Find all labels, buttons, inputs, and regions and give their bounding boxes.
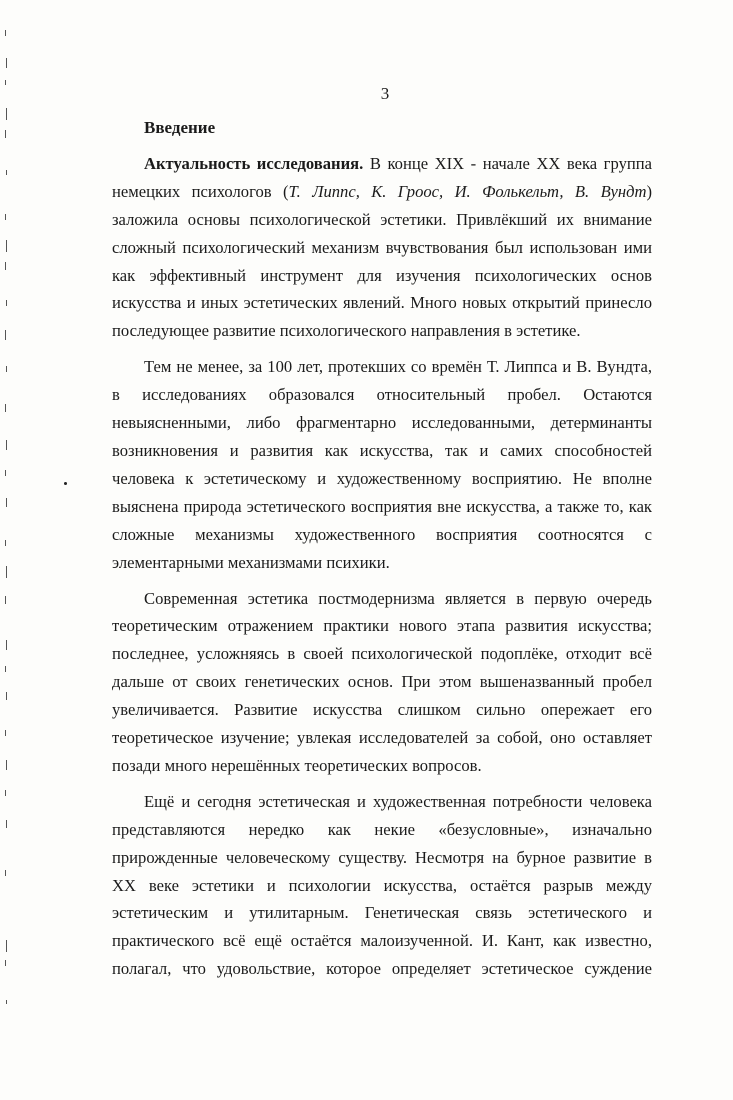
- paragraph-relevance: [112, 150, 652, 345]
- page-number: 3: [380, 84, 390, 103]
- scan-speck: [64, 482, 67, 485]
- cited-authors: Т. Липпс, К. Гроос, И. Фолькельт, В. Вундт: [288, 181, 647, 201]
- section-heading: Введение: [144, 118, 216, 137]
- paragraph-gap: Тем не менее, за 100 лет, протекших со времён Т. Липпса и В. Вундта, в исследованиях образовался относительный пробел. Остаются невыясненными, либо фрагментарно исследованными, детерминанты возникновения и развития как искусства, так и самих способностей человека к эстетическому и художественному восприятию. Не вполне выяснена природа эстетического восприятия вне искусства, а также то, как сложные механизмы художественного восприятия соотносятся с элементарными механизмами психики.: [112, 357, 652, 572]
- paragraph-text: ) заложила основы психологической эстетики. Привлёкший их внимание сложный психологический механизм вчувствования был использован ими как эффективный инструмент для изучения психологических основ искусства и иных эстетических явлений. Много новых открытий принесло последующее развитие психологического направления в эстетике.: [112, 181, 652, 341]
- body-text: [112, 114, 652, 983]
- paragraph-lead: Актуальность исследования.: [144, 153, 364, 173]
- paragraph-text: В конце XIX - начале XX века группа немецких психологов (: [112, 153, 652, 201]
- paragraph-aesthetic-needs: Ещё и сегодня эстетическая и художественная потребности человека представляются нередко как некие «безусловные», изначально прирожденные человеческому существу. Несмотря на бурное развитие в XX веке эстетики и психологии искусства, остаётся разрыв между эстетическим и утилитарным. Генетическая связь эстетического и практического всё ещё остаётся малоизученной. И. Кант, как известно, полагал, что удовольствие, которое определяет эстетическое суждение: [112, 791, 652, 979]
- scan-edge-noise: [2, 0, 12, 1100]
- paragraph-postmodernism: Современная эстетика постмодернизма является в первую очередь теоретическим отражением практики нового этапа развития искусства; последнее, усложняясь в своей психологической подоплёке, отходит всё дальше от своих генетических основ. При этом вышеназванный пробел увеличивается. Развитие искусства слишком сильно опережает его теоретическое изучение; увлекая исследователей за собой, оно оставляет позади много нерешённых теоретических вопросов.: [112, 588, 652, 775]
